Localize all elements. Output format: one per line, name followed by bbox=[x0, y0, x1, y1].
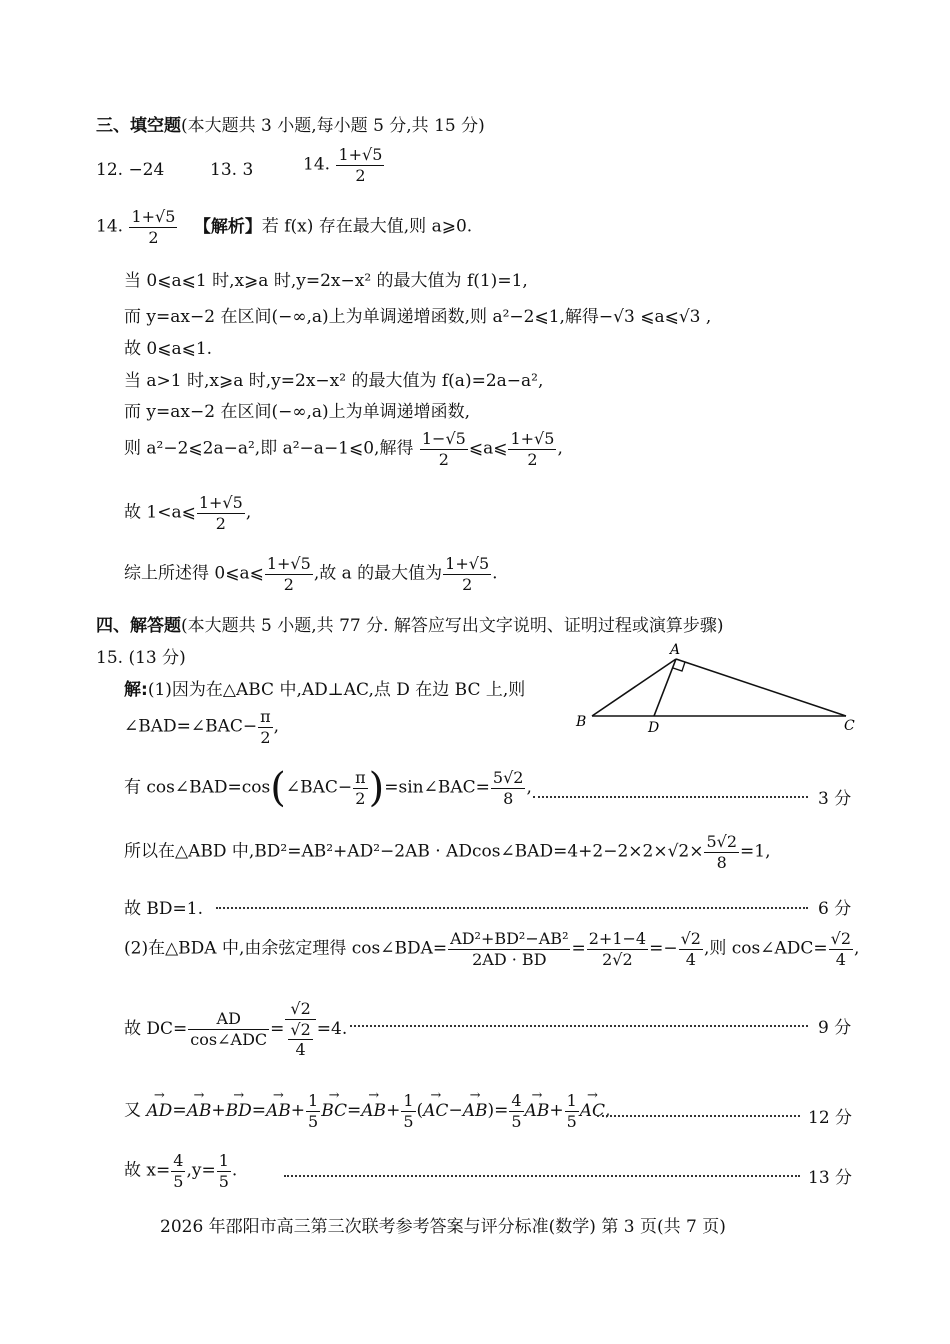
q14-line4: 当 a>1 时,x⩾a 时,y=2x−x² 的最大值为 f(a)=2a−a², bbox=[124, 371, 544, 391]
section4-heading bbox=[96, 611, 724, 636]
q15-p2-line2: 故 DC= $\frac{AD}{\text{cos∠ADC}}$ = $\frac{√2}{\frac{√2}{4}}$ =4. bbox=[124, 999, 348, 1060]
dots-6 bbox=[216, 907, 808, 909]
section3-heading bbox=[96, 111, 485, 136]
analysis-tag: 【解析】 bbox=[193, 216, 262, 237]
answer-14: 14. $\frac{1+√5}{2}$ bbox=[303, 145, 383, 185]
q14-line7: 故 1<a⩽ $\frac{1+√5}{2}$ , bbox=[124, 493, 252, 533]
edge-ad bbox=[654, 659, 676, 716]
q15-p1-line3: 有 cos∠BAD=cos(∠BAC− $\frac{\pi}{2}$ )=sin∠BAC= $\frac{5√2}{8}$ , bbox=[124, 765, 532, 811]
label-a: A bbox=[670, 642, 681, 658]
section4-note: (本大题共 5 小题,共 77 分. 解答应写出文字说明、证明过程或演算步骤) bbox=[181, 616, 724, 636]
section3-note: (本大题共 3 小题,每小题 5 分,共 15 分) bbox=[181, 116, 485, 136]
label-c: C bbox=[844, 718, 855, 734]
q14-line5: 而 y=ax−2 在区间(−∞,a)上为单调递增函数, bbox=[124, 402, 471, 422]
q14-head: 14. $\frac{1+√5}{2}$ 【解析】若 f(x) 存在最大值,则 a⩾0. bbox=[96, 207, 473, 247]
answer-13: 13. 3 bbox=[210, 160, 254, 180]
q15-p2-line4: 故 x= $\frac{4}{5}$ ,y= $\frac{1}{5}$ . bbox=[124, 1151, 238, 1191]
q14-line1: 当 0⩽a⩽1 时,x⩾a 时,y=2x−x² 的最大值为 f(1)=1, bbox=[124, 271, 528, 291]
section3-title: 三、填空题 bbox=[96, 116, 181, 136]
q15-header: 15. (13 分) bbox=[96, 648, 186, 668]
q14-line2: 而 y=ax−2 在区间(−∞,a)上为单调递增函数,则 a²−2⩽1,解得−√3 ⩽a⩽√3 , bbox=[124, 307, 712, 327]
edge-ac bbox=[676, 659, 846, 716]
q15-p1-line5: 故 BD=1. bbox=[124, 899, 203, 919]
triangle-figure bbox=[570, 640, 860, 735]
q15-p2-line1: (2)在△BDA 中,由余弦定理得 cos∠BDA= $\frac{\text{AD²+BD²−AB²}}{2AD \cdot BD}$ = $\frac{2+1-4}{2√2}$ =− $\frac{√2}{4}$ ,则 cos∠ADC= $\frac{√2}{4}$ , bbox=[124, 929, 860, 969]
score-3: 3 分 bbox=[818, 789, 852, 809]
edge-ab bbox=[592, 659, 676, 716]
q14-line8: 综上所述得 0⩽a⩽ $\frac{1+√5}{2}$ ,故 a 的最大值为 $\frac{1+√5}{2}$ . bbox=[124, 554, 498, 594]
page-footer: 2026 年邵阳市高三第三次联考参考答案与评分标准(数学) 第 3 页(共 7 页) bbox=[160, 1217, 726, 1237]
score-6: 6 分 bbox=[818, 899, 852, 919]
label-b: B bbox=[576, 714, 587, 730]
dots-3 bbox=[533, 796, 808, 798]
q15-p1-line4: 所以在△ABD 中,BD²=AB²+AD²−2AB · ADcos∠BAD=4+2−2×2×√2× $\frac{5√2}{8}$ =1, bbox=[124, 832, 771, 872]
q14-line3: 故 0⩽a⩽1. bbox=[124, 339, 213, 359]
answer-12: 12. −24 bbox=[96, 160, 165, 180]
q15-p1-line2: ∠BAD=∠BAC− $\frac{\pi}{2}$ , bbox=[124, 707, 280, 747]
dots-12 bbox=[597, 1115, 800, 1117]
dots-9 bbox=[350, 1025, 808, 1027]
q15-p2-line3: 又 → AD=→ AB+→ BD=→ AB+ $\frac{1}{5}$ → BC=→ AB+ $\frac{1}{5}$ (→ AC−→ AB)= $\frac{4}{5}$ → AB+ $\frac{1}{5}$ → AC, bbox=[124, 1092, 610, 1130]
fraction: $\frac{1+√5}{2}$ bbox=[338, 145, 383, 185]
q14-line6: 则 a²−2⩽2a−a²,即 a²−a−1⩽0,解得 $\frac{1-√5}{2}$ ⩽a⩽ $\frac{1+√5}{2}$ , bbox=[124, 429, 563, 469]
score-13: 13 分 bbox=[808, 1168, 853, 1188]
label-d: D bbox=[648, 720, 660, 735]
score-9: 9 分 bbox=[818, 1018, 852, 1038]
score-12: 12 分 bbox=[808, 1108, 853, 1128]
q15-p1-line1: 解:(1)因为在△ABC 中,AD⊥AC,点 D 在边 BC 上,则 bbox=[124, 680, 526, 700]
section4-title: 四、解答题 bbox=[96, 616, 181, 636]
dots-13 bbox=[284, 1175, 800, 1177]
